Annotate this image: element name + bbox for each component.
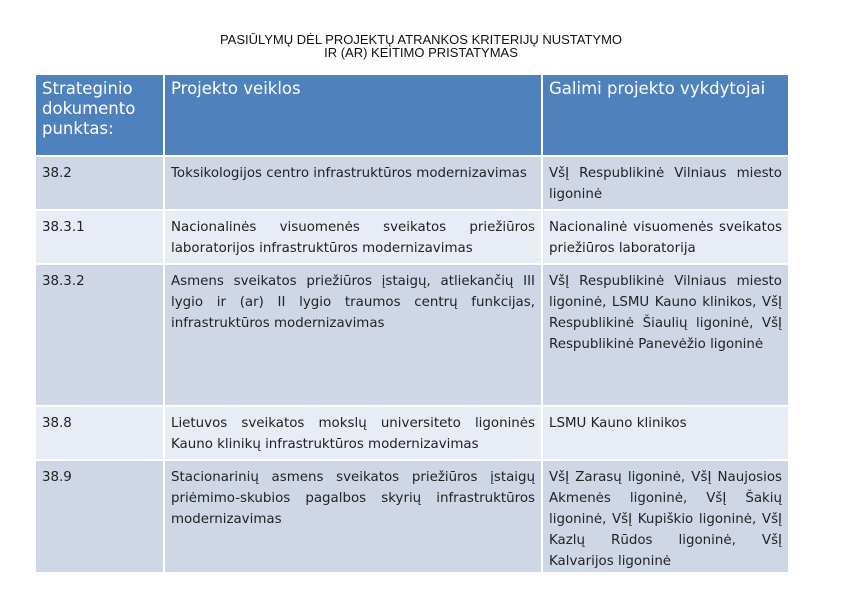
title-line-2: IR (AR) KEITIMO PRISTATYMAS (324, 45, 518, 60)
table-header-row (36, 75, 788, 156)
cell-activity: Stacionarinių asmens sveikatos priežiūros įstaigų priėmimo-skubios pagalbos skyrių infrastruktūros modernizavimas (164, 460, 542, 572)
cell-executors: LSMU Kauno klinikos (542, 406, 788, 460)
cell-activity: Asmens sveikatos priežiūros įstaigų, atliekančių III lygio ir (ar) II lygio traumos centrų funkcijas, infrastruktūros modernizavimas (164, 264, 542, 406)
document-title (0, 33, 842, 59)
table-row (36, 210, 788, 264)
cell-point: 38.8 (36, 406, 164, 460)
header-possible-executors: Galimi projekto vykdytojai (542, 75, 788, 156)
title-line-1: PASIŪLYMŲ DĖL PROJEKTŲ ATRANKOS KRITERIJŲ NUSTATYMO (219, 32, 623, 47)
cell-executors: VšĮ Zarasų ligoninė, VšĮ Naujosios Akmenės ligoninė, VšĮ Šakių ligoninė, VšĮ Kupiškio ligoninė, VšĮ Kazlų Rūdos ligoninė, VšĮ Kalvarijos ligoninė (542, 460, 788, 572)
cell-executors: VšĮ Respublikinė Vilniaus miesto ligoninė (542, 156, 788, 210)
cell-executors: Nacionalinė visuomenės sveikatos priežiūros laboratorija (542, 210, 788, 264)
cell-activity: Nacionalinės visuomenės sveikatos priežiūros laboratorijos infrastruktūros modernizavimas (164, 210, 542, 264)
cell-activity: Lietuvos sveikatos mokslų universiteto ligoninės Kauno klinikų infrastruktūros modernizavimas (164, 406, 542, 460)
header-project-activities: Projekto veiklos (164, 75, 542, 156)
cell-point: 38.2 (36, 156, 164, 210)
cell-executors: VšĮ Respublikinė Vilniaus miesto ligoninė, LSMU Kauno klinikos, VšĮ Respublikinė Šiaulių ligoninė, VšĮ Respublikinė Panevėžio ligoninė (542, 264, 788, 406)
table-row (36, 460, 788, 572)
table-row (36, 264, 788, 406)
table-row (36, 406, 788, 460)
criteria-table (36, 75, 788, 572)
cell-point: 38.9 (36, 460, 164, 572)
cell-activity: Toksikologijos centro infrastruktūros modernizavimas (164, 156, 542, 210)
table-row (36, 156, 788, 210)
cell-point: 38.3.2 (36, 264, 164, 406)
header-strategic-point: Strateginio dokumento punktas: (36, 75, 164, 156)
cell-point: 38.3.1 (36, 210, 164, 264)
